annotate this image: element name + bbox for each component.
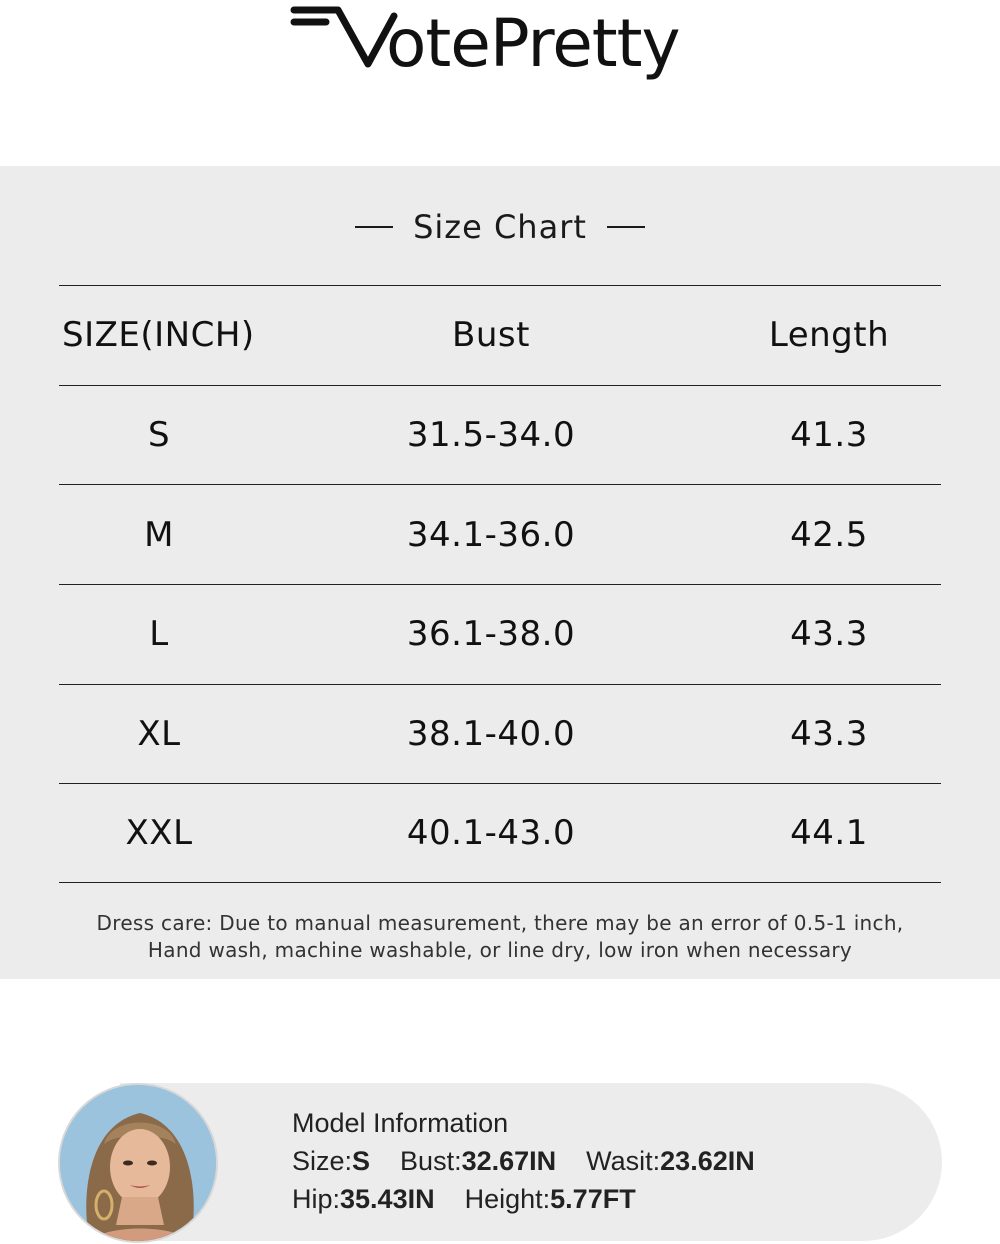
length-cell: 44.1: [790, 813, 868, 854]
size-value: S: [352, 1146, 371, 1176]
height-value: 5.77FT: [550, 1184, 636, 1214]
bust-value: 32.67IN: [461, 1146, 557, 1176]
size-chart-title: [0, 208, 1000, 246]
table-header-row: [59, 285, 941, 385]
header-bust: Bust: [452, 315, 530, 356]
length-cell: 41.3: [790, 415, 868, 456]
title-dash-right: [607, 226, 645, 228]
bust-cell: 34.1-36.0: [406, 514, 576, 555]
waist-label: Wasit:: [586, 1146, 661, 1176]
table-row: [59, 584, 941, 684]
model-info-title: Model Information: [292, 1108, 509, 1138]
height-label: Height:: [464, 1184, 551, 1214]
size-table: [59, 285, 941, 883]
length-cell: 42.5: [790, 514, 868, 555]
model-avatar: [58, 1083, 218, 1243]
care-line-2: Hand wash, machine washable, or line dry, low iron when necessary: [147, 938, 853, 962]
table-row: [59, 385, 941, 485]
model-info-line-1: [292, 1142, 755, 1180]
care-note: [0, 910, 1000, 964]
size-cell: XL: [137, 714, 181, 755]
model-portrait-icon: [60, 1085, 218, 1243]
hip-value: 35.43IN: [340, 1184, 435, 1214]
table-row: [59, 783, 941, 883]
waist-value: 23.62IN: [660, 1146, 755, 1176]
model-info-text: [292, 1104, 755, 1218]
size-chart-title-text: Size Chart: [413, 208, 587, 246]
header-length: Length: [768, 315, 890, 356]
length-cell: 43.3: [790, 714, 868, 755]
length-cell: 43.3: [790, 614, 868, 655]
size-cell: XXL: [125, 813, 193, 854]
size-chart-panel: [0, 166, 1000, 979]
svg-text:otePretty: otePretty: [386, 5, 680, 82]
hip-label: Hip:: [292, 1184, 341, 1214]
care-line-1: Dress care: Due to manual measurement, there may be an error of 0.5-1 inch,: [96, 911, 904, 935]
size-label: Size:: [292, 1146, 353, 1176]
bust-cell: 36.1-38.0: [406, 614, 576, 655]
bust-label: Bust:: [400, 1146, 462, 1176]
bust-cell: 40.1-43.0: [406, 813, 576, 854]
title-dash-left: [355, 226, 393, 228]
brand-logo: [0, 0, 1000, 100]
model-info-line-2: [292, 1180, 755, 1218]
votepretty-logo-icon: [290, 2, 710, 94]
size-cell: S: [147, 415, 171, 456]
bust-cell: 38.1-40.0: [406, 714, 576, 755]
table-row: [59, 484, 941, 584]
size-cell: L: [149, 614, 169, 655]
size-cell: M: [144, 514, 174, 555]
table-row: [59, 684, 941, 784]
header-size: SIZE(INCH): [62, 315, 255, 356]
bust-cell: 31.5-34.0: [406, 415, 576, 456]
